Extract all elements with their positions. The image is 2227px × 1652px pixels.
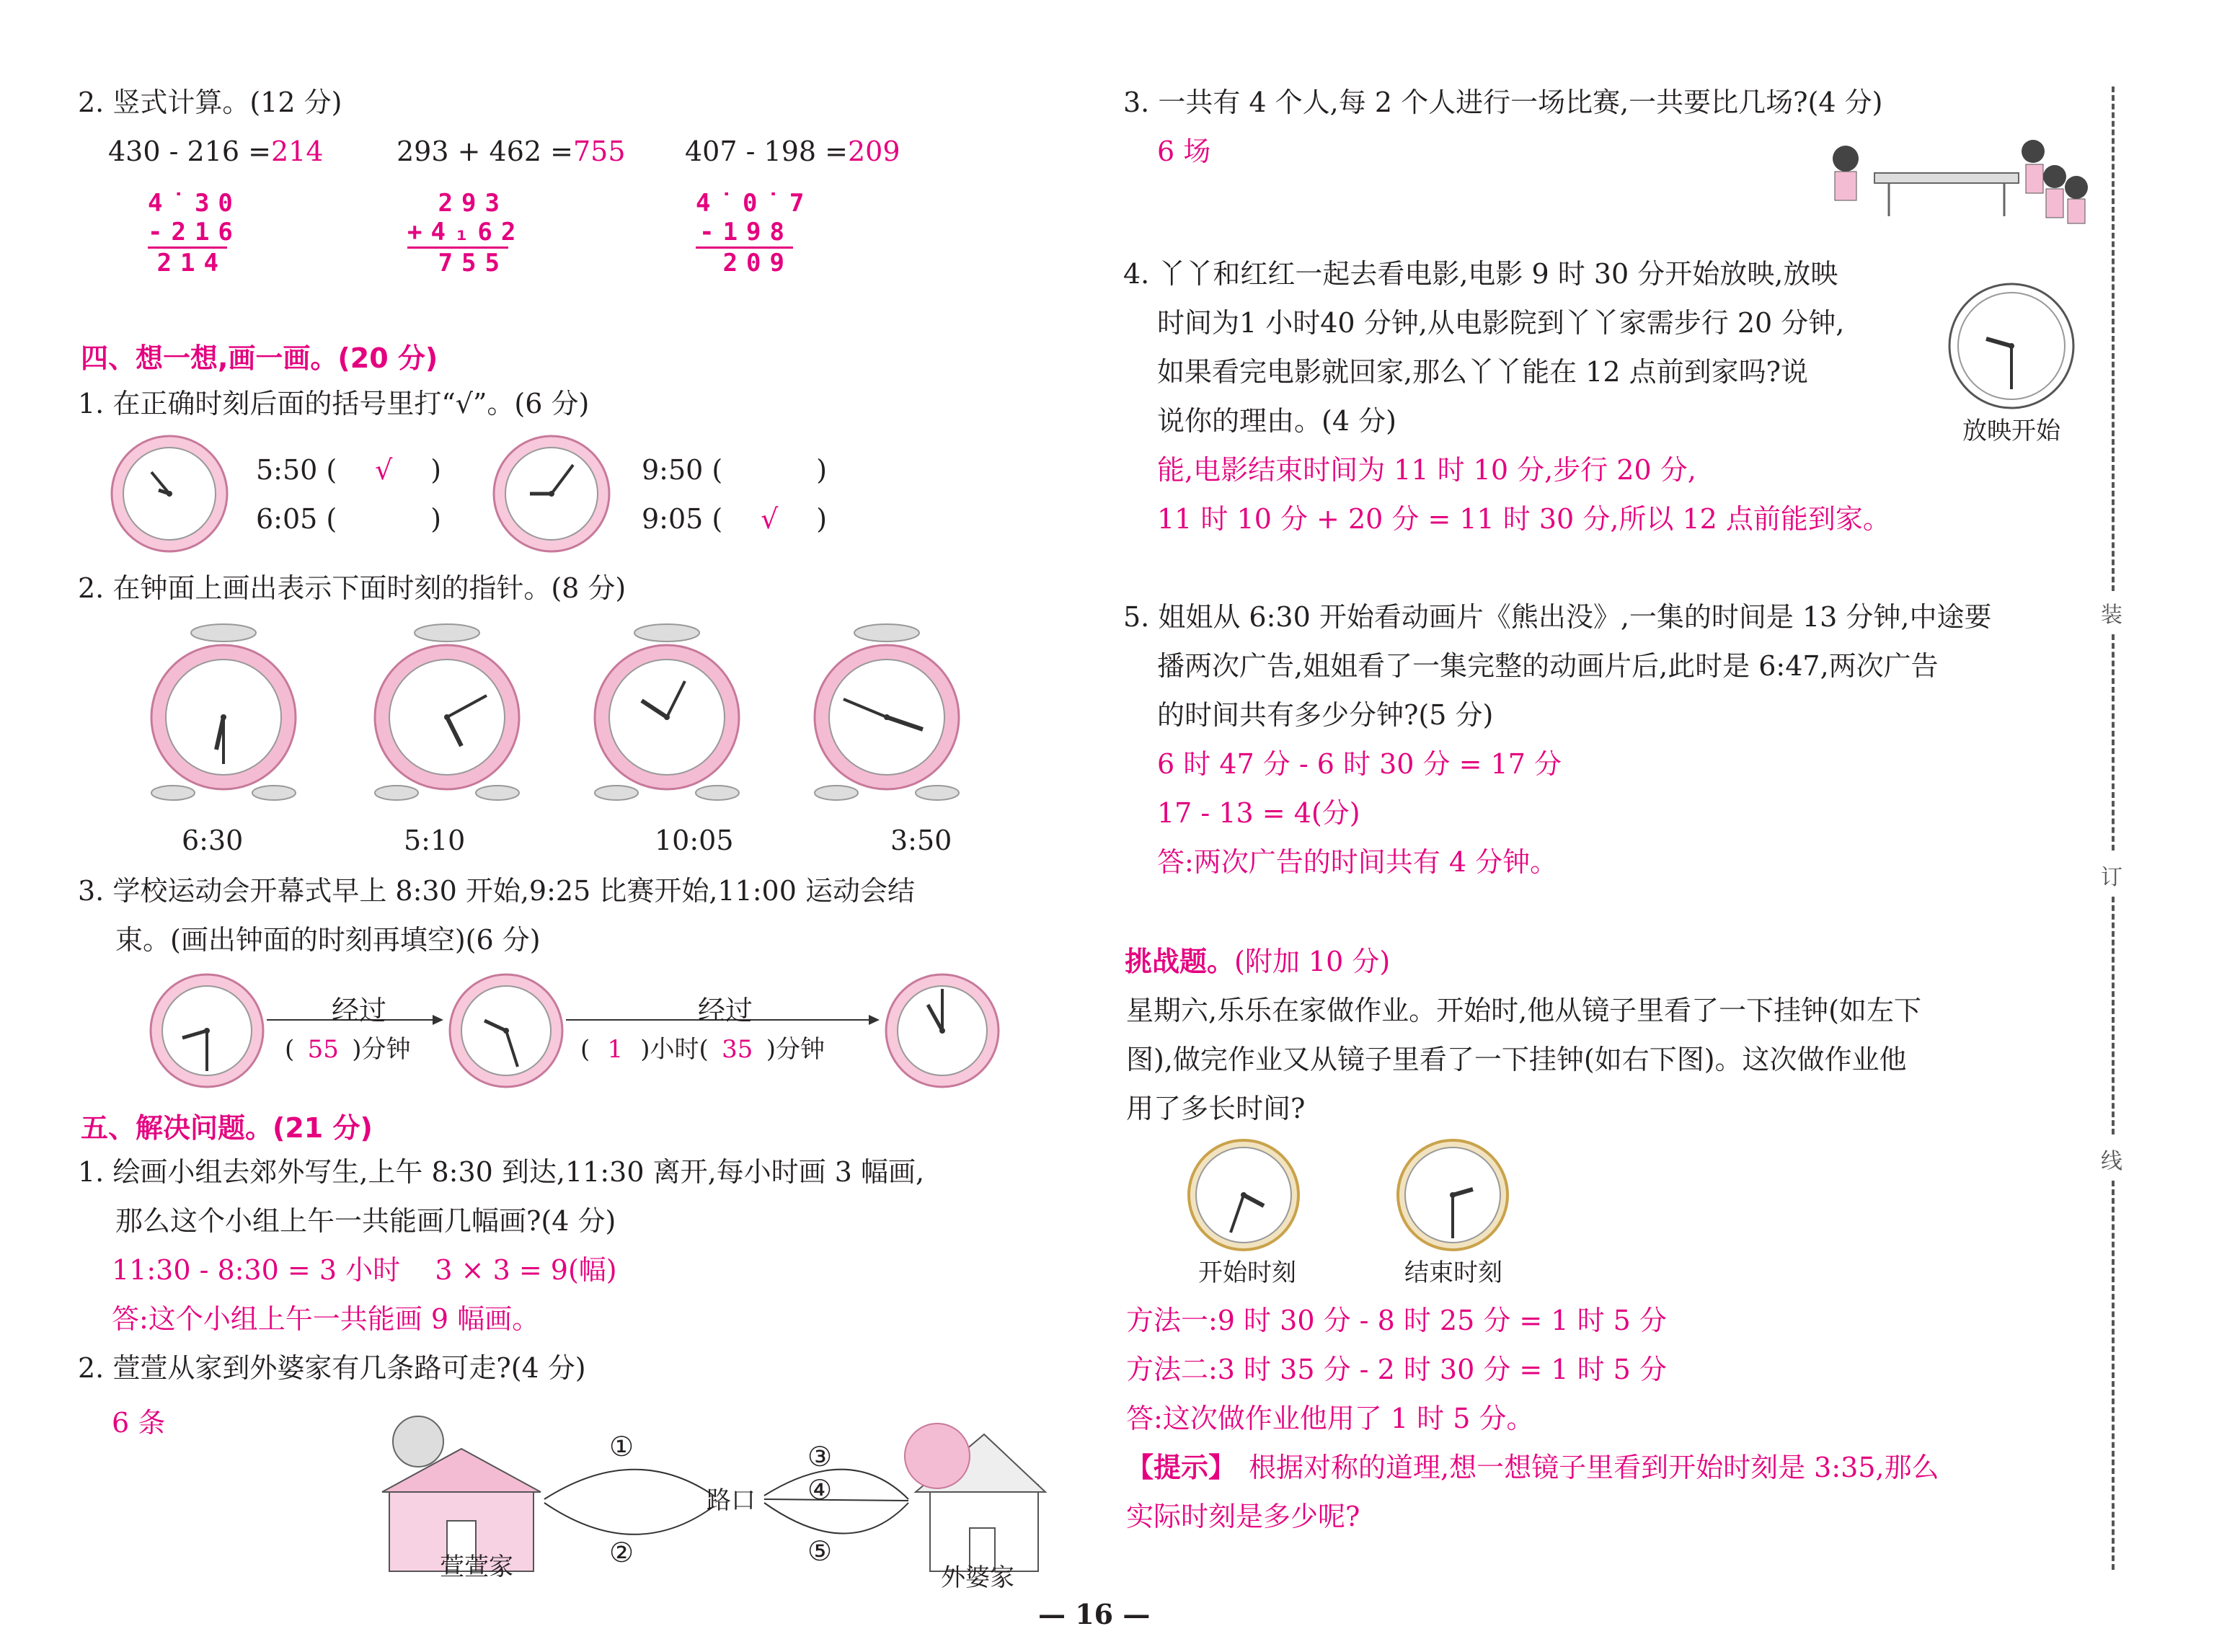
equation-answer: 209 bbox=[847, 136, 900, 167]
option-label: 9:50 ( bbox=[642, 454, 723, 486]
calc-result: 214 bbox=[156, 249, 227, 277]
s4-question-3-line2: 束。(画出钟面的时刻再填空)(6 分) bbox=[115, 924, 541, 956]
bracket: ( bbox=[285, 1035, 295, 1064]
time-option-3 bbox=[642, 453, 827, 487]
q4-clock-caption: 放映开始 bbox=[1962, 417, 2060, 445]
alarm-clock-icon bbox=[144, 620, 303, 807]
equation-answer: 755 bbox=[572, 136, 626, 167]
s4-question-1: 1. 在正确时刻后面的括号里打“√”。(6 分) bbox=[78, 388, 590, 419]
page-number: — 16 — bbox=[1038, 1598, 1151, 1630]
answer-hours: 1 bbox=[607, 1035, 624, 1064]
r-q4-line1: 4. 丫丫和红红一起去看电影,电影 9 时 30 分开始放映,放映 bbox=[1123, 258, 1838, 290]
r-q5-answer-2: 17 - 13 = 4(分) bbox=[1157, 797, 1360, 829]
time-label-4: 3:50 bbox=[890, 825, 952, 856]
cut-line bbox=[2112, 86, 2115, 591]
answer-minutes: 35 bbox=[722, 1035, 753, 1064]
pass-label-2: 经过 bbox=[698, 995, 753, 1026]
calc-top: 293 bbox=[438, 189, 508, 218]
bracket: ) bbox=[430, 503, 442, 535]
check-mark: √ bbox=[375, 454, 393, 486]
unit-label: )分钟 bbox=[766, 1035, 825, 1064]
route-label-1: ① bbox=[609, 1431, 634, 1462]
clock-icon bbox=[148, 972, 267, 1091]
clock-icon bbox=[108, 432, 231, 555]
hint-line2: 实际时刻是多少呢? bbox=[1126, 1501, 1360, 1532]
clock-icon bbox=[447, 972, 566, 1091]
option-label: 5:50 ( bbox=[256, 454, 337, 486]
pass-duration-2 bbox=[580, 1032, 825, 1067]
equation-2 bbox=[397, 134, 626, 169]
margin-char-3: 线 bbox=[2101, 1149, 2122, 1174]
house-icon bbox=[382, 1416, 541, 1571]
clock-icon bbox=[1395, 1137, 1510, 1253]
section-4-title: 四、想一想,画一画。(20 分) bbox=[81, 342, 438, 374]
challenge-line1: 星期六,乐乐在家做作业。开始时,他从镜子里看了一下挂钟(如左下 bbox=[1126, 995, 1921, 1026]
option-label: 9:05 ( bbox=[642, 503, 723, 535]
calc-result: 209 bbox=[722, 249, 793, 277]
challenge-points: (附加 10 分) bbox=[1234, 946, 1391, 977]
hint-text: 根据对称的道理,想一想镜子里看到开始时刻是 3:35,那么 bbox=[1249, 1452, 1939, 1483]
r-q4-answer-2: 11 时 10 分 + 20 分 = 11 时 30 分,所以 12 点前能到家。 bbox=[1157, 503, 1890, 535]
challenge-heading: 挑战题。 bbox=[1125, 946, 1235, 977]
s5-question-1-line2: 那么这个小组上午一共能画几幅画?(4 分) bbox=[115, 1205, 616, 1237]
house-icon bbox=[905, 1424, 1045, 1571]
start-clock-caption: 开始时刻 bbox=[1198, 1258, 1296, 1287]
calc-middle: +4₁62 bbox=[407, 218, 508, 249]
s5q1-answer-2: 答:这个小组上午一共能画 9 幅画。 bbox=[112, 1303, 540, 1335]
alarm-clock-row bbox=[144, 620, 865, 807]
time-label-1: 6:30 bbox=[182, 825, 244, 856]
challenge-title bbox=[1125, 944, 1390, 979]
s5q1-answer-1: 11:30 - 8:30 = 3 小时 3 × 3 = 9(幅) bbox=[112, 1254, 617, 1286]
r-q4-answer-1: 能,电影结束时间为 11 时 10 分,步行 20 分, bbox=[1157, 454, 1696, 486]
bracket: ) bbox=[816, 454, 828, 486]
time-option-1 bbox=[256, 453, 441, 487]
pass-label-1: 经过 bbox=[332, 995, 387, 1026]
cut-line bbox=[2112, 897, 2115, 1134]
margin-char-1: 装 bbox=[2101, 603, 2122, 628]
bracket: ( bbox=[580, 1035, 590, 1064]
equation-1 bbox=[108, 134, 324, 169]
time-option-2 bbox=[256, 502, 441, 536]
challenge-line3: 用了多长时间? bbox=[1126, 1093, 1306, 1124]
r-q5-line3: 的时间共有多少分钟?(5 分) bbox=[1157, 699, 1494, 731]
calc-result: 755 bbox=[438, 249, 508, 277]
alarm-clock-icon bbox=[368, 620, 526, 807]
option-label: 6:05 ( bbox=[256, 503, 337, 535]
s5-question-2: 2. 萱萱从家到外婆家有几条路可走?(4 分) bbox=[78, 1352, 586, 1384]
r-q4-line2: 时间为1 小时40 分钟,从电影院到丫丫家需步行 20 分钟, bbox=[1157, 307, 1845, 339]
equation-answer: 214 bbox=[270, 136, 324, 167]
margin-char-2: 订 bbox=[2101, 865, 2122, 890]
crossing-label: 路口 bbox=[707, 1486, 756, 1515]
r-q5-answer-1: 6 时 47 分 - 6 时 30 分 = 17 分 bbox=[1157, 748, 1562, 780]
time-label-2: 5:10 bbox=[404, 825, 466, 856]
clock-icon bbox=[1186, 1137, 1301, 1253]
vertical-calc-3 bbox=[696, 189, 813, 277]
r-q5-line2: 播两次广告,姐姐看了一集完整的动画片后,此时是 6:47,两次广告 bbox=[1157, 650, 1939, 682]
calc-top: 4˙30 bbox=[148, 189, 242, 218]
r-q3-answer: 6 场 bbox=[1157, 136, 1211, 167]
unit-label: )分钟 bbox=[352, 1035, 411, 1064]
vertical-calc-1 bbox=[148, 189, 242, 277]
unit-label: )小时( bbox=[640, 1035, 709, 1064]
equation-text: 293 + 462 = bbox=[397, 136, 573, 167]
s5q2-answer: 6 条 bbox=[112, 1407, 166, 1439]
s4-question-3-line1: 3. 学校运动会开幕式早上 8:30 开始,9:25 比赛开始,11:00 运动会结 bbox=[78, 875, 915, 907]
calc-top: 4˙0˙7 bbox=[696, 189, 813, 218]
cut-line bbox=[2112, 1181, 2115, 1570]
pass-duration-1 bbox=[285, 1032, 411, 1067]
challenge-answer-2: 方法二:3 时 35 分 - 2 时 30 分 = 1 时 5 分 bbox=[1126, 1354, 1667, 1385]
equation-3 bbox=[685, 134, 900, 169]
calc-middle: -216 bbox=[148, 218, 227, 249]
ping-pong-illustration bbox=[1817, 137, 2091, 231]
hint-line1 bbox=[1126, 1450, 1939, 1485]
bracket: ) bbox=[816, 503, 828, 535]
challenge-answer-3: 答:这次做作业他用了 1 时 5 分。 bbox=[1126, 1403, 1534, 1434]
home-label-1: 萱萱家 bbox=[440, 1553, 513, 1581]
s4-question-2: 2. 在钟面上画出表示下面时刻的指针。(8 分) bbox=[78, 572, 627, 604]
section-5-title: 五、解决问题。(21 分) bbox=[81, 1112, 373, 1144]
r-q4-line4: 说你的理由。(4 分) bbox=[1157, 405, 1396, 437]
hint-tag: 【提示】 bbox=[1126, 1452, 1236, 1483]
r-question-3: 3. 一共有 4 个人,每 2 个人进行一场比赛,一共要比几场?(4 分) bbox=[1123, 86, 1883, 118]
answer-minutes: 55 bbox=[307, 1035, 339, 1064]
alarm-clock-icon bbox=[807, 620, 966, 807]
route-label-5: ⑤ bbox=[807, 1535, 833, 1567]
bracket: ) bbox=[430, 454, 442, 486]
clock-icon bbox=[883, 972, 1002, 1091]
r-q5-answer-3: 答:两次广告的时间共有 4 分钟。 bbox=[1157, 846, 1558, 878]
calc-middle: -198 bbox=[696, 218, 793, 249]
route-label-3: ③ bbox=[807, 1441, 833, 1473]
check-mark: √ bbox=[761, 503, 779, 535]
home-label-2: 外婆家 bbox=[941, 1563, 1014, 1592]
cut-line bbox=[2112, 634, 2115, 851]
time-label-3: 10:05 bbox=[655, 825, 734, 856]
vertical-calc-2 bbox=[407, 189, 525, 277]
time-option-4 bbox=[642, 502, 827, 536]
alarm-clock-icon bbox=[588, 620, 746, 807]
equation-text: 407 - 198 = bbox=[685, 136, 848, 167]
r-q4-line3: 如果看完电影就回家,那么丫丫能在 12 点前到家吗?说 bbox=[1157, 356, 1808, 388]
route-label-4: ④ bbox=[807, 1474, 833, 1506]
clock-icon bbox=[490, 432, 613, 555]
r-q5-line1: 5. 姐姐从 6:30 开始看动画片《熊出没》,一集的时间是 13 分钟,中途要 bbox=[1123, 601, 1992, 633]
end-clock-caption: 结束时刻 bbox=[1404, 1258, 1502, 1287]
q2-title: 2. 竖式计算。(12 分) bbox=[78, 86, 342, 118]
challenge-line2: 图),做完作业又从镜子里看了一下挂钟(如右下图)。这次做作业他 bbox=[1126, 1044, 1907, 1075]
challenge-answer-1: 方法一:9 时 30 分 - 8 时 25 分 = 1 时 5 分 bbox=[1126, 1305, 1667, 1336]
s5-question-1-line1: 1. 绘画小组去郊外写生,上午 8:30 到达,11:30 离开,每小时画 3 幅画, bbox=[78, 1156, 925, 1188]
equation-text: 430 - 216 = bbox=[108, 136, 271, 167]
route-label-2: ② bbox=[609, 1537, 634, 1568]
clock-icon bbox=[1947, 281, 2076, 411]
